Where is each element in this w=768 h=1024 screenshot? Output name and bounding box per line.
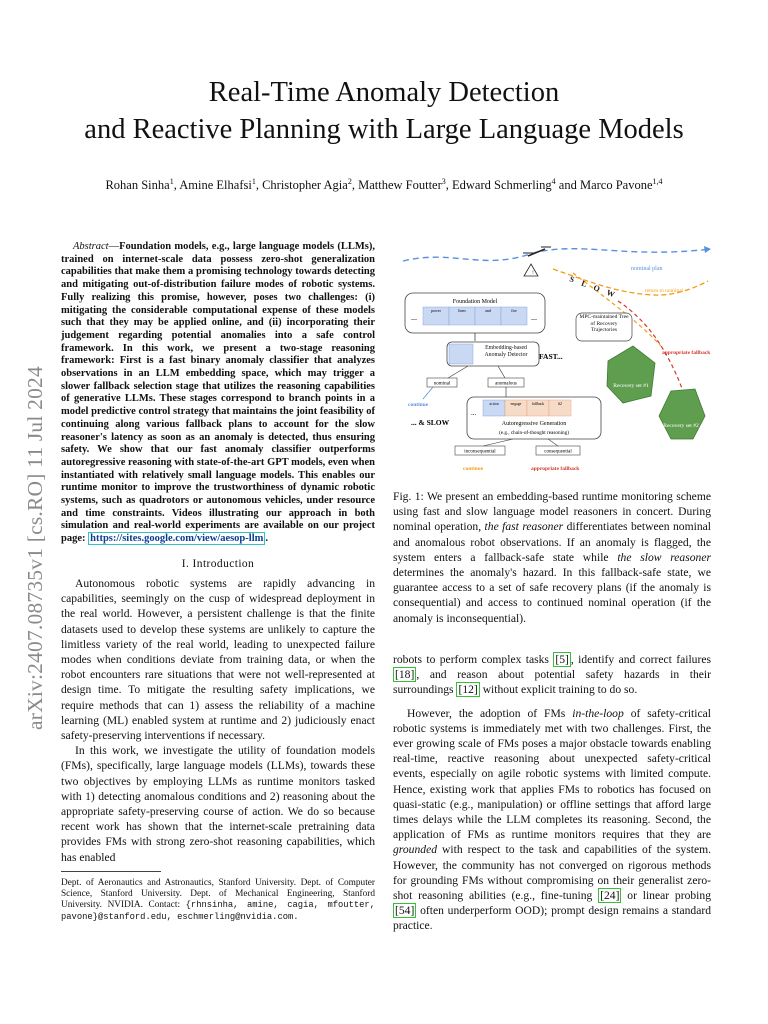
caption-emphasis: the fast reasoner bbox=[484, 520, 564, 534]
consequential-label: consequential bbox=[544, 449, 572, 455]
appropriate-fallback-label: appropriate fallback bbox=[662, 350, 711, 356]
author-name: Christopher Agia bbox=[262, 178, 348, 193]
body-emphasis: in-the-loop bbox=[572, 706, 624, 720]
recovery-set-2 bbox=[659, 389, 705, 439]
ellipsis-right: ... bbox=[531, 313, 537, 322]
autoreg-ellipsis: ... bbox=[471, 409, 477, 417]
connector bbox=[548, 439, 558, 446]
body-text: robots to perform complex tasks bbox=[393, 653, 549, 666]
token-label: fire bbox=[511, 308, 517, 313]
caption-label: Fig. 1: bbox=[393, 490, 424, 503]
recovery-set-2-label: Recovery set #2 bbox=[663, 423, 699, 429]
citation-link[interactable]: [5] bbox=[555, 653, 569, 666]
token-label: power bbox=[431, 308, 441, 313]
connector bbox=[448, 366, 468, 378]
continue-label: continue bbox=[408, 402, 429, 408]
body-text: with respect to the task and capabilities of the system. However, the community has not converged on rigorous methods for grounding FMs without compromising on their generalist zero-shot reasoning abilities (e.g., fine-tuning bbox=[393, 843, 712, 903]
token-label: action bbox=[489, 402, 499, 406]
intro-paragraph-2: In this work, we investigate the utility of foundation models (FMs), specifically, large language models (LLMs), towards these two objectives by employing LLMs as runtime monitors tasked with 1) detecting anomalous conditions and 2) reasoning about the appropriate safety-preserving course of action. We do so because recent work has shown that the internet-scale pretraining data provides FMs with strong zero-shot reasoning capabilities, which has enabled bbox=[61, 744, 375, 864]
detector-embedding-block bbox=[449, 344, 473, 364]
intro-body bbox=[61, 576, 375, 865]
caption-text: We present an embedding-based runtime monitoring scheme using fast and slow language model reasoners in concert. During nominal operation, bbox=[393, 490, 711, 534]
abstract-lead: Abstract bbox=[73, 241, 109, 252]
token-label: fallback bbox=[531, 402, 545, 406]
recovery-set-1-label: Recovery set #1 bbox=[613, 383, 649, 389]
body-text: or linear probing bbox=[627, 889, 711, 903]
author-name: Amine Elhafsi bbox=[179, 178, 252, 193]
body-text: without explicit training to do so. bbox=[482, 683, 638, 697]
body-text: , and reason about potential safety hazards in their surroundings bbox=[393, 668, 711, 697]
nominal-plan-arrowhead bbox=[704, 246, 711, 253]
citation-link[interactable]: [54] bbox=[395, 904, 415, 918]
footnote-emails: {rhnsinha, amine, cagia, mfoutter, pavone}@stanford.edu, eschmerling@nvidia.com. bbox=[61, 900, 375, 922]
intro-paragraph-1: Autonomous robotic systems are rapidly advancing in capabilities, seemingly on the cusp of widespread deployment in the real world. However, a persistent challenge is that the finite datasets used to develop these systems are unlikely to capture the limitless variety of the real world, leading to unexpected failure modes when conditions deviate from training data, or when the robot encounters rare situations that were not well-represented at design time. To mitigate the resulting safety implications, we require methods that can 1) assess the reliability of a machine learning (ML) enabled system at runtime and 2) judiciously enact safety-preserving interventions if necessary. bbox=[61, 577, 375, 743]
svg-text:!: ! bbox=[532, 271, 534, 276]
author-name: Edward Schmerling bbox=[452, 178, 552, 193]
title-line-1: Real-Time Anomaly Detection bbox=[208, 77, 560, 108]
token-label: and bbox=[485, 308, 491, 313]
title-line-2: and Reactive Planning with Large Language Models bbox=[84, 114, 684, 145]
anomalous-label: anomalous bbox=[495, 381, 517, 387]
body-text: However, the adoption of FMs bbox=[407, 706, 566, 720]
nominal-plan-path bbox=[403, 249, 711, 261]
footnote-affiliations: Dept. of Aeronautics and Astronautics, Stanford University. Dept. of Computer Science, Stanford University. Dept. of Mechanical Engineering, Stanford University. NVIDIA. Contact: bbox=[61, 878, 375, 911]
drone-icon bbox=[523, 247, 551, 276]
paper-title bbox=[0, 74, 768, 148]
author-affiliation: 3 bbox=[441, 177, 446, 186]
token-row-top bbox=[423, 307, 527, 325]
author-affiliation: 1 bbox=[169, 177, 174, 186]
caption-text: determines the anomaly's hazard. In this fallback-safe state, we guarantee access to a set of safe recovery plans (if the anomaly is consequential) and access to continued nominal operation (if the anomaly is inconsequential). bbox=[393, 566, 711, 625]
recovery-set-1 bbox=[607, 346, 655, 403]
caption-text: differentiates between nominal and anomalous robot observations. If an anomaly is flagged, the system enters a fallback-safe state while bbox=[393, 520, 711, 564]
connector bbox=[483, 439, 513, 446]
section-heading: I. Introduction bbox=[181, 558, 255, 570]
abstract-text: Foundation models, e.g., large language models (LLMs), trained on internet-scale data possess zero-shot generalization capabilities that make them a promising technology towards detecting and mitigating out-of-distribution failure modes of robotic systems. Fully realizing this promise, however, poses two challenges: (i) mitigating the considerable computational expense of these models such that they may be applied online, and (ii) incorporating their judgement regarding potential anomalies into a safe control framework. In this work, we present a two-stage reasoning framework: First is a fast binary anomaly classifier that analyzes observations in an LLM embedding space, which may trigger a slower fallback selection stage that utilizes the reasoning capabilities of generative LLMs. These stages correspond to branch points in a model predictive control strategy that maintains the joint feasibility of continuing along various fallback plans to account for the slow reasoner's latency as soon as an anomaly is detected, thus ensuring safety. We show that our fast anomaly classifier outperforms autoregressive reasoning with state-of-the-art GPT models, even when instantiated with relatively small language models. This enables our runtime monitor to improve the trustworthiness of dynamic robotic systems, such as quadrotors or autonomous vehicles, under resource and time constraints. Videos illustrating our approach in both simulation and real-world experiments are available on our project page: bbox=[61, 241, 375, 545]
and-slow-label: ... & SLOW bbox=[411, 418, 450, 427]
citation-link[interactable]: [12] bbox=[458, 683, 478, 697]
continue-label-2: continue bbox=[463, 466, 484, 472]
token-label: #2 bbox=[558, 402, 562, 406]
inconsequential-label: inconsequential bbox=[464, 449, 496, 455]
token-label: engage bbox=[510, 402, 522, 406]
ellipsis-left: ... bbox=[411, 313, 417, 322]
author-affiliation: 2 bbox=[347, 177, 352, 186]
citation-link[interactable]: [24] bbox=[600, 889, 620, 903]
body-text: , identify and correct failures bbox=[570, 653, 711, 666]
author-affiliation: 1 bbox=[251, 177, 256, 186]
connector bbox=[423, 387, 433, 399]
slow-label: S L O W bbox=[568, 274, 619, 301]
detector-label: Embedding-based Anomaly Detector bbox=[484, 345, 528, 358]
mpc-label: MPC-maintained Tree of Recovery Trajectories bbox=[579, 314, 629, 333]
right-paragraph-2 bbox=[393, 706, 711, 934]
caption-emphasis: the slow reasoner bbox=[617, 550, 711, 564]
arxiv-identifier: arXiv:2407.08735v1 [cs.RO] 11 Jul 2024 bbox=[23, 366, 47, 730]
autoregressive-sublabel: (e.g., chain-of-thought reasoning) bbox=[499, 430, 569, 436]
author-list: Rohan Sinha$^1$, Amine Elhafsi$^1$, Christopher Agia$^2$, Matthew Foutter$^3$, Edward Schmerling$^4$ and Marco Pavone$^{1,4}$ bbox=[105, 177, 663, 193]
right-paragraph-1 bbox=[393, 652, 711, 698]
author-affiliation: 1,4 bbox=[652, 177, 663, 186]
project-page-link[interactable]: https://sites.google.com/view/aesop-llm bbox=[90, 533, 264, 545]
right-column-body bbox=[393, 652, 711, 934]
appropriate-fallback-label-2: appropriate fallback bbox=[531, 466, 580, 472]
foundation-model-label: Foundation Model bbox=[452, 299, 498, 305]
footnote-rule bbox=[61, 871, 161, 872]
token-row-generated bbox=[483, 400, 571, 416]
figure-caption bbox=[393, 489, 711, 626]
author-name: Matthew Foutter bbox=[358, 178, 442, 193]
figure-1-diagram bbox=[393, 241, 713, 473]
token-label: lines bbox=[458, 308, 466, 313]
nominal-plan-label: nominal plan bbox=[631, 266, 663, 272]
nominal-label: nominal bbox=[433, 381, 451, 387]
body-emphasis: grounded bbox=[393, 843, 438, 857]
body-text: of safety-critical robotic systems is immediately met with two challenges. First, the ever growing scale of FMs poses a major obstacle towards enabling real-time, reactive reasoning about unexpected safety-critical events, especially on agile robotic systems with limited compute. Hence, existing work that applies FMs to robotics has focused on quasi-static (e.g., manipulation) or offline settings that afford large times delays while the LLM completes its reasoning. Second, the application of FMs as runtime monitors requires that they are bbox=[393, 706, 711, 842]
author-name: Rohan Sinha bbox=[105, 178, 170, 193]
fast-label: FAST... bbox=[539, 352, 563, 361]
author-affiliation: 4 bbox=[551, 177, 556, 186]
autoregressive-label: Autoregressive Generation bbox=[501, 421, 567, 427]
footnote bbox=[61, 878, 375, 923]
connector bbox=[498, 366, 505, 378]
body-text: often underperform OOD); prompt design remains a standard practice. bbox=[393, 904, 711, 933]
author-name: Marco Pavone bbox=[579, 178, 653, 193]
abstract: Abstract—Foundation models, e.g., large language models (LLMs), trained on internet-scale data possess zero-shot generalization capabilities that make them a promising technology towards detecting and mitigating out-of-distribution failure modes of robotic systems. Fully realizing this promise, however, poses two challenges: (i) mitigating the considerable computational expense of these models such that they may be applied online, and (ii) incorporating their judgement regarding potential anomalies into a safe control framework. In this work, we present a two-stage reasoning framework: First is a fast binary anomaly classifier that analyzes observations in an LLM embedding space, which may trigger a slower fallback selection stage that utilizes the reasoning capabilities of generative LLMs. These stages correspond to branch points in a model predictive control strategy that maintains the joint feasibility of continuing along various fallback plans to account for the slow reasoner's latency as soon as an anomaly is detected, thus ensuring safety. We show that our fast anomaly classifier outperforms autoregressive reasoning with state-of-the-art GPT models, even when instantiated with relatively small language models. This enables our runtime monitor to improve the trustworthiness of dynamic robotic systems, such as quadrotors or autonomous vehicles, under resource and time constraints. Videos illustrating our approach in both simulation and real-world experiments are available on our project page: https://sites.google.com/view/aesop-llm . bbox=[61, 241, 375, 545]
citation-link[interactable]: [18] bbox=[395, 668, 415, 682]
return-to-nominal-label: return to nominal bbox=[645, 288, 684, 294]
